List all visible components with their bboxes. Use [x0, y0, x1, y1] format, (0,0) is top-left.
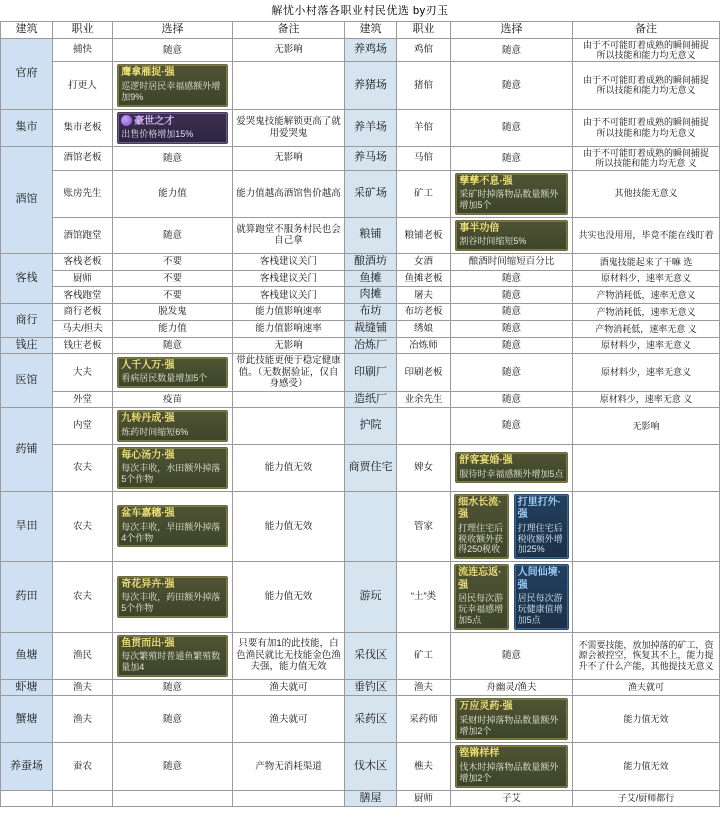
building-cell-left: 集市 [1, 109, 53, 146]
skill-name: 人千人万·强 [121, 359, 175, 371]
table-row [1, 320, 720, 337]
choice-text: 随意 [162, 681, 182, 693]
choice-cell-right[interactable] [451, 253, 573, 270]
skill-desc: 伐木时掉落物品数量额外增加2个 [459, 761, 559, 783]
choice-cell-right[interactable] [451, 632, 573, 679]
choice-text: 随意 [501, 393, 521, 405]
note-cell-right: 由于不可能盯着成熟的瞬间捕捉 所以技能和能力均无意义 [573, 62, 720, 109]
building-cell-right: 游玩 [345, 562, 397, 632]
choice-cell-right[interactable] [451, 170, 573, 217]
skill-desc: 割谷时间缩短5% [459, 236, 527, 247]
page-title: 解忧小村落各职业村民优选 by刃玉 [271, 5, 449, 17]
choice-text: 能力值 [158, 323, 187, 335]
header-job-right: 职业 [397, 22, 451, 39]
building-cell-right: 采伐区 [345, 632, 397, 679]
building-cell-left: 药铺 [1, 408, 53, 491]
choice-cell-left[interactable] [113, 632, 233, 679]
choice-cell-left[interactable] [113, 253, 233, 270]
skill-desc: 巡逻时居民幸福感额外增加9% [121, 80, 221, 102]
choice-cell-left[interactable] [113, 38, 233, 62]
choice-text: 随意 [162, 44, 182, 56]
building-cell-left: 官府 [1, 38, 53, 109]
job-cell-right: 鸡倌 [397, 38, 451, 62]
table-row [1, 790, 720, 807]
skill-desc: 炼药时间缩短6% [121, 426, 189, 437]
choice-cell-right[interactable] [451, 391, 573, 408]
skill-card-left[interactable] [117, 410, 227, 441]
building-cell-right: 养鸡场 [345, 38, 397, 62]
job-cell-left: 客栈跑堂 [53, 287, 113, 304]
table-row [1, 304, 720, 321]
table-row [1, 253, 720, 270]
table-row [1, 444, 720, 491]
choice-text: 随意 [501, 152, 521, 164]
job-cell-left: 马夫/担夫 [53, 320, 113, 337]
skill-card-right[interactable] [455, 452, 567, 483]
building-cell-right: 酿酒坊 [345, 253, 397, 270]
note-cell-right: 原材料少，速率无意 义 [573, 391, 720, 408]
job-cell-left: 厨师 [53, 270, 113, 287]
skill-card-left[interactable] [117, 447, 227, 489]
building-cell-right: 造纸厂 [345, 391, 397, 408]
skill-rarity-dot [121, 115, 132, 126]
skill-name: 万应灵药·强 [459, 701, 513, 713]
note-cell-right: 子艾/厨师都行 [573, 790, 720, 807]
job-cell-right: 羊倌 [397, 109, 451, 146]
note-cell-right [573, 562, 720, 632]
choice-cell-left[interactable] [113, 170, 233, 217]
skill-name: 事半功倍 [459, 222, 500, 234]
table-row [1, 696, 720, 743]
building-cell-right: 布坊 [345, 304, 397, 321]
note-cell-left [233, 408, 345, 444]
skill-desc: 每次丰收，药田额外掉落5个作物 [121, 592, 221, 614]
job-cell-right: 布坊老板 [397, 304, 451, 321]
choice-cell-right[interactable] [451, 109, 573, 146]
building-cell-left: 客栈 [1, 253, 53, 303]
job-cell-right: 业余先生 [397, 391, 451, 408]
choice-text: 随意 [501, 420, 521, 432]
choice-cell-right[interactable] [451, 304, 573, 321]
job-cell-left: 内堂 [53, 408, 113, 444]
choice-text: 疫苗 [162, 393, 182, 405]
note-cell-left: 客栈建议关门 [233, 270, 345, 287]
skill-name: 细水长流·强 [458, 496, 502, 521]
choice-text: 随意 [501, 289, 521, 301]
building-cell-right: 鱼摊 [345, 270, 397, 287]
building-cell-right: 印刷厂 [345, 354, 397, 391]
building-cell-right: 伐木区 [345, 743, 397, 790]
skill-desc: 打理住宅后税收额外增加25% [517, 522, 563, 555]
building-cell-left: 商行 [1, 304, 53, 338]
header-note-right: 备注 [573, 22, 720, 39]
skill-card-right-a[interactable] [454, 494, 509, 559]
skill-desc: 出售价格增加15% [121, 129, 194, 140]
job-cell-left: 捕快 [53, 38, 113, 62]
job-cell-right: 渔夫 [397, 679, 451, 696]
choice-cell-left[interactable] [113, 217, 233, 253]
choice-text: 随意 [501, 306, 521, 318]
choice-text: 随意 [501, 272, 521, 284]
choice-text: 随意 [162, 229, 182, 241]
building-cell-left: 钱庄 [1, 337, 53, 354]
job-cell-right: 猪倌 [397, 62, 451, 109]
choice-cell-right[interactable] [451, 790, 573, 807]
skill-name: 鹰拿雁捉·强 [121, 67, 175, 79]
choice-cell-left[interactable] [113, 287, 233, 304]
table-body [1, 38, 720, 807]
note-cell-right: 由于不可能盯着成熟的瞬间捕捉 所以技能和能力均无意义 [573, 38, 720, 62]
header-building-right: 建筑 [345, 22, 397, 39]
choice-cell-right[interactable] [451, 337, 573, 354]
note-cell-right: 渔夫就可 [573, 679, 720, 696]
skill-card-right[interactable] [455, 220, 567, 251]
choice-cell-right[interactable] [451, 287, 573, 304]
note-cell-left: 客栈建议关门 [233, 287, 345, 304]
choice-cell-left[interactable] [113, 391, 233, 408]
table-row [1, 391, 720, 408]
choice-cell-left[interactable] [113, 408, 233, 444]
note-cell-right: 产物消耗低，速率无意 义 [573, 320, 720, 337]
skill-desc: 采财时掉落物品数量额外增加2个 [459, 714, 559, 736]
table-row [1, 217, 720, 253]
building-cell-right: 养羊场 [345, 109, 397, 146]
building-cell-right: 采药区 [345, 696, 397, 743]
job-cell-left: 集市老板 [53, 109, 113, 146]
choice-text: 随意 [501, 79, 521, 91]
note-cell-left [233, 62, 345, 109]
note-cell-right [573, 444, 720, 491]
note-cell-right: 酒鬼技能起来了干嘛 选 [573, 253, 720, 270]
table-row [1, 354, 720, 391]
choice-text: 不要 [162, 289, 182, 301]
building-cell-left: 鱼塘 [1, 632, 53, 679]
choice-text: 随意 [501, 323, 521, 335]
header-job-left: 职业 [53, 22, 113, 39]
skill-desc: 每次丰收，旱田额外掉落4个作物 [121, 521, 221, 543]
building-cell-right: 膳屋 [345, 790, 397, 807]
building-cell-left: 药田 [1, 562, 53, 632]
job-cell-left: 渔民 [53, 632, 113, 679]
skill-card-left[interactable] [117, 357, 227, 388]
job-cell-right: 马倌 [397, 146, 451, 170]
choice-text: 舟幽灵/渔夫 [486, 681, 537, 693]
skill-desc: 居民每次游玩幸福感增加5点 [458, 593, 504, 625]
note-cell-right: 共实也没用用，毕竟不能在线盯着 [573, 217, 720, 253]
note-cell-left: 带此技能更便于稳定健康值。（无数据验证，仅自身感受） [233, 354, 345, 391]
skill-card-right[interactable] [455, 173, 567, 215]
skill-name: 豪世之才 [121, 115, 223, 129]
skill-name: 铿锵样样 [459, 748, 500, 760]
note-cell-left: 能力值无效 [233, 444, 345, 491]
job-cell-left: 外堂 [53, 391, 113, 408]
table-row [1, 62, 720, 109]
note-cell-left: 无影响 [233, 146, 345, 170]
note-cell-left: 渔夫就可 [233, 696, 345, 743]
choice-text: 不要 [162, 272, 182, 284]
job-cell-left: 蚕农 [53, 743, 113, 790]
skill-name: 每心汤力·强 [121, 449, 175, 461]
table-row [1, 743, 720, 790]
table-row [1, 408, 720, 444]
skill-card-right-b[interactable] [514, 564, 569, 629]
choice-cell-left[interactable] [113, 109, 233, 146]
skill-card-right[interactable] [455, 745, 567, 787]
building-cell-right: 肉摊 [345, 287, 397, 304]
job-cell-left: 农夫 [53, 444, 113, 491]
note-cell-right: 能力值无效 [573, 743, 720, 790]
building-cell-left: 酒馆 [1, 146, 53, 253]
building-cell-right: 粮铺 [345, 217, 397, 253]
skill-card-left[interactable] [117, 112, 227, 144]
skill-name: 奇花异卉·强 [121, 578, 175, 590]
building-cell-left: 蟹塘 [1, 696, 53, 743]
choice-cell-right[interactable] [451, 743, 573, 790]
note-cell-right: 由于不可能盯着成熟的瞬间捕捉 所以技能和能力均无意 义 [573, 146, 720, 170]
choice-cell-right[interactable] [451, 444, 573, 491]
choice-cell-left[interactable] [113, 62, 233, 109]
choice-text: 随意 [501, 649, 521, 661]
job-cell-right: 樵夫 [397, 743, 451, 790]
empty-cell [113, 790, 233, 807]
note-cell-left: 能力值无效 [233, 491, 345, 561]
choice-text: 能力值 [158, 188, 187, 199]
job-cell-left: 农夫 [53, 491, 113, 561]
skill-desc: 居民每次游玩健康值增加5点 [517, 593, 563, 625]
building-cell-right: 养猪场 [345, 62, 397, 109]
note-cell-left: 渔夫就可 [233, 679, 345, 696]
job-cell-right: 采药师 [397, 696, 451, 743]
note-cell-left: 能力值影响速率 [233, 304, 345, 321]
skill-desc: 每次繁殖时普通鱼繁殖数量加4 [121, 651, 221, 672]
job-cell-right: 厨师 [397, 790, 451, 807]
job-cell-left: 酒馆老板 [53, 146, 113, 170]
job-cell-right: 粮铺老板 [397, 217, 451, 253]
choice-text: 随意 [162, 152, 182, 164]
choice-text: 子艾 [501, 792, 521, 804]
note-cell-right: 产物消耗低，速率无意义 [573, 287, 720, 304]
skill-card-left[interactable] [117, 64, 227, 106]
choice-text: 随意 [501, 44, 521, 56]
choice-text: 酿酒时间缩短百分比 [468, 256, 555, 268]
choice-cell-right[interactable] [451, 62, 573, 109]
skill-desc: 每次丰收，水田额外掉落5个作物 [121, 463, 221, 484]
building-cell-right: 采矿场 [345, 170, 397, 217]
choice-cell-left[interactable] [113, 491, 233, 561]
choice-text: 脱发鬼 [158, 306, 187, 318]
job-cell-right: 矿工 [397, 632, 451, 679]
choice-cell-left[interactable] [113, 304, 233, 321]
skill-desc: 打理住宅后税收额外获得250税收 [458, 522, 504, 555]
note-cell-right: 无影响 [573, 408, 720, 444]
job-cell-left: 钱庄老板 [53, 337, 113, 354]
note-cell-right: 不需要技能，放加掉落的矿工，资源会被控空，恢复其不上，能力提升不了什么产能，其他提技无意义 [573, 632, 720, 679]
empty-cell [1, 790, 53, 807]
header-building-left: 建筑 [1, 22, 53, 39]
job-cell-left: 客栈老板 [53, 253, 113, 270]
job-cell-left: 渔夫 [53, 696, 113, 743]
table-row [1, 170, 720, 217]
skill-desc: 看病居民数量增加5个 [121, 373, 208, 384]
choice-cell-right[interactable] [451, 679, 573, 696]
building-cell-right: 养马场 [345, 146, 397, 170]
job-cell-right: 印刷老板 [397, 354, 451, 391]
table-header-row [1, 22, 720, 39]
note-cell-left: 无影响 [233, 38, 345, 62]
table-row [1, 337, 720, 354]
job-cell-right: 绣娘 [397, 320, 451, 337]
table-row [1, 287, 720, 304]
note-cell-left: 就算跑堂不服务村民也会自己拿 [233, 217, 345, 253]
table-row [1, 109, 720, 146]
job-cell-right: 女酒 [397, 253, 451, 270]
choice-text: 不要 [162, 256, 182, 268]
choice-text: 随意 [501, 366, 521, 378]
job-cell-left: 打更人 [53, 62, 113, 109]
table-row [1, 38, 720, 62]
header-choice-left: 选择 [113, 22, 233, 39]
note-cell-left: 能力值无效 [233, 562, 345, 632]
choice-cell-right[interactable] [451, 320, 573, 337]
building-cell-right: 裁缝铺 [345, 320, 397, 337]
note-cell-right: 能力值无效 [573, 696, 720, 743]
note-cell-left: 客栈建议关门 [233, 253, 345, 270]
skill-card-right-a[interactable] [454, 564, 509, 629]
note-cell-right: 原材料少，速率无意义 [573, 270, 720, 287]
choice-cell-right[interactable] [451, 38, 573, 62]
choice-text: 随意 [501, 339, 521, 351]
skill-card-right[interactable] [455, 698, 567, 740]
skill-desc: 服待时幸福感额外增加5点 [459, 468, 564, 479]
header-choice-right: 选择 [451, 22, 573, 39]
job-cell-left: 渔夫 [53, 679, 113, 696]
choice-cell-right[interactable] [451, 408, 573, 444]
villager-job-table [0, 21, 720, 807]
job-cell-left: 账房先生 [53, 170, 113, 217]
choice-cell-right[interactable] [451, 354, 573, 391]
building-cell-left: 医馆 [1, 354, 53, 408]
job-cell-right: 管家 [397, 491, 451, 561]
choice-cell-left[interactable] [113, 270, 233, 287]
note-cell-left: 能力值影响速率 [233, 320, 345, 337]
choice-cell-left[interactable] [113, 743, 233, 790]
job-cell-right: “土”类 [397, 562, 451, 632]
job-cell-left: 农夫 [53, 562, 113, 632]
choice-cell-left[interactable] [113, 354, 233, 391]
skill-name: 孳孳不息·强 [459, 175, 513, 187]
choice-cell-left[interactable] [113, 146, 233, 170]
table-row [1, 679, 720, 696]
job-cell-right: 矿工 [397, 170, 451, 217]
job-cell-left: 商行老板 [53, 304, 113, 321]
skill-name: 舒客宴婚·强 [459, 455, 513, 467]
job-cell-right: 屠夫 [397, 287, 451, 304]
choice-text: 随意 [162, 339, 182, 351]
note-cell-left [233, 391, 345, 408]
choice-cell-right[interactable] [451, 696, 573, 743]
building-cell-right: 护院 [345, 408, 397, 444]
table-row [1, 146, 720, 170]
job-cell-right: 冶炼师 [397, 337, 451, 354]
table-row [1, 632, 720, 679]
note-cell-left: 爱哭鬼技能解锁更高了就用爱哭鬼 [233, 109, 345, 146]
empty-cell [233, 790, 345, 807]
choice-cell-left[interactable] [113, 562, 233, 632]
choice-cell-left[interactable] [113, 444, 233, 491]
note-cell-left: 只要有加1的此技能，白色渔民就比无技能金色渔夫强，能力值无效 [233, 632, 345, 679]
table-row [1, 491, 720, 561]
choice-text: 随意 [501, 122, 521, 134]
note-cell-left: 无影响 [233, 337, 345, 354]
building-cell-left: 虾塘 [1, 679, 53, 696]
note-cell-right [573, 491, 720, 561]
skill-card-left[interactable] [117, 576, 227, 618]
note-cell-right: 原材料少，速率无意义 [573, 337, 720, 354]
note-cell-right: 产物消耗低，速率无意义 [573, 304, 720, 321]
skill-name: 鱼贯而出·强 [121, 637, 175, 649]
skill-card-right-b[interactable] [514, 494, 569, 559]
skill-name: 九转丹成·强 [121, 413, 175, 425]
building-cell-right: 冶炼厂 [345, 337, 397, 354]
building-cell-left: 旱田 [1, 491, 53, 561]
job-cell-right: 鱼摊老板 [397, 270, 451, 287]
skill-card-left[interactable] [117, 635, 227, 677]
skill-desc: 采矿时掉落物品数量额外增加5个 [459, 189, 559, 210]
choice-cell-right[interactable] [451, 146, 573, 170]
job-cell-right [397, 408, 451, 444]
choice-cell-right[interactable] [451, 562, 573, 632]
header-note-left: 备注 [233, 22, 345, 39]
job-cell-left: 大夫 [53, 354, 113, 391]
note-cell-left: 能力值越高酒馆售价越高 [233, 170, 345, 217]
empty-cell [53, 790, 113, 807]
skill-name: 盆车嘉穗·强 [121, 508, 175, 520]
building-cell-right: 商贾住宅 [345, 444, 397, 491]
note-cell-right: 原材料少，速率无意义 [573, 354, 720, 391]
building-cell-right: 垂钓区 [345, 679, 397, 696]
choice-cell-right[interactable] [451, 217, 573, 253]
choice-text: 随意 [162, 760, 182, 772]
building-cell-left: 养蚕场 [1, 743, 53, 790]
job-cell-right: 婢女 [397, 444, 451, 491]
table-row [1, 270, 720, 287]
choice-cell-left[interactable] [113, 696, 233, 743]
building-cell-right [345, 491, 397, 561]
choice-cell-right[interactable] [451, 270, 573, 287]
choice-cell-left[interactable] [113, 679, 233, 696]
skill-name: 打里打外·强 [517, 496, 561, 521]
skill-card-left[interactable] [117, 505, 227, 547]
choice-cell-left[interactable] [113, 337, 233, 354]
skill-name: 流连忘返·强 [458, 567, 502, 591]
table-row [1, 562, 720, 632]
note-cell-right: 由于不可能盯着成熟的瞬间捕捉 所以技能和能力均无意义 [573, 109, 720, 146]
skill-name: 人间仙境·强 [517, 567, 561, 591]
choice-cell-left[interactable] [113, 320, 233, 337]
note-cell-left: 产物无消耗渠道 [233, 743, 345, 790]
job-cell-left: 酒馆跑堂 [53, 217, 113, 253]
choice-cell-right[interactable] [451, 491, 573, 561]
choice-text: 随意 [162, 713, 182, 725]
note-cell-right: 其他技能无意义 [573, 170, 720, 217]
